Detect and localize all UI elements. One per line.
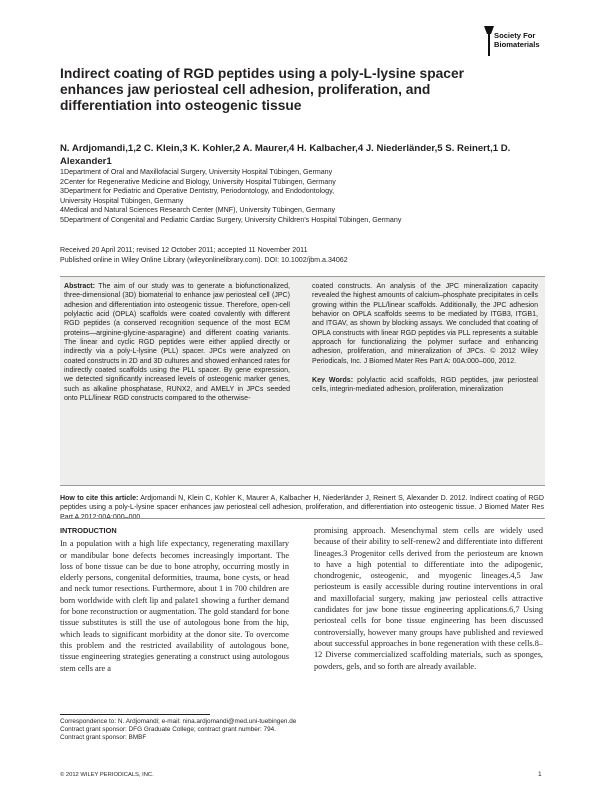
article-history: [60, 246, 540, 266]
keywords-label: Key Words:: [312, 377, 354, 385]
affiliation-4: 4Medical and Natural Sciences Research Center (MNF), University Tübingen, Germany: [60, 206, 336, 215]
affiliations: [60, 168, 540, 226]
page-number: 1: [538, 771, 542, 778]
affiliation-3-cont: University Hospital Tübingen, Germany: [60, 196, 184, 205]
keywords: [312, 376, 538, 395]
received-dates: Received 20 April 2011; revised 12 October 2011; accepted 11 November 2011: [60, 246, 308, 254]
abstract-text-left: The aim of our study was to generate a biofunctionalized, three-dimensional (3D) biomaterial to enhance jaw periosteal cell (JPC) adhesion and differentiation into osteogenic tissue. Therefore, open-cell polylactic acid (OPLA) scaffolds were coated covalently with different RGD peptides (a conserved recognition sequence of the most ECM proteins—arginine-glycine-asparagine) and different coating variants. The linear and cyclic RGD peptides were either applied directly or indirectly via a poly-L-lysine (PLL) spacer. JPCs were analyzed on coated constructs in 2D and 3D cultures and showed enhanced rates for indirectly coated scaffolds using the PLL spacer. By gene expression, we detected significantly increased levels of osteogenic marker genes, such as alkaline phosphatase, RUNX2, and AMELY in JPCs seeded onto PLL/linear RGD constructs compared to the otherwise-: [64, 283, 290, 403]
introduction-text-left: In a population with a high life expectancy, regenerating maxillary or mandibular bone defects becomes increasingly important. The loss of bone tissue can be due to bone atrophy, occurring mostly in elderly persons, congenital deformities, trauma, bone cysts, or head and neck tumor resections. Furthermore, about 1 in 700 children are born worldwide with cleft lip and palate1 showing a further demand for bone reconstruction or augmentation. The gold standard for bone tissue substitutes is still the use of autologous bone from the hip, which leads to significant morbidity at the donor site. To overcome this problem and the restricted availability of autologous bone, tissue engineering strategies generating a construct using autologous stem cells are a: [60, 539, 289, 673]
abstract-box: [60, 276, 545, 486]
grant-line-2: Contract grant sponsor: BMBF: [60, 734, 147, 742]
affiliation-3: 3Department for Pediatric and Operative Dentistry, Periodontology, and Endodontology,: [60, 187, 335, 196]
section-divider: [60, 518, 545, 519]
abstract-label: Abstract:: [64, 283, 95, 290]
introduction-heading: INTRODUCTION: [60, 526, 117, 535]
copyright-footer: © 2012 WILEY PERIODICALS, INC.: [60, 772, 154, 778]
how-to-cite-text: Ardjomandi N, Klein C, Kohler K, Maurer A, Kalbacher H, Niederländer J, Reinert S, Alexander D. 2012. Indirect coating of RGD peptides using a poly-L-lysine spacer enhances jaw periosteal cell adhesion, proliferation, and differentiation into osteogenic tissue. J Biomed Mater Res Part A 2012:00A:000–000.: [60, 495, 544, 521]
grant-line-1: Contract grant sponsor: DFG Graduate College; contract grant number: 794.: [60, 726, 276, 734]
body-right-column: [314, 525, 543, 672]
logo-text: [494, 32, 540, 49]
correspondence-footnote: [60, 718, 540, 743]
abstract-left-column: [64, 282, 290, 403]
affiliation-5: 5Department of Congenital and Pediatric Cardiac Surgery, University Children's Hospital Tübingen, Germany: [60, 215, 402, 224]
published-online: Published online in Wiley Online Library (wileyonlinelibrary.com). DOI: 10.1002/jbm.a.34062: [60, 255, 348, 264]
footnote-rule: [60, 714, 210, 715]
body-left-column: [60, 525, 289, 674]
society-logo: [482, 18, 582, 68]
affiliation-1: 1Department of Oral and Maxillofacial Surgery, University Hospital Tübingen, Germany: [60, 168, 333, 176]
logo-line-2: Biomaterials: [494, 39, 540, 49]
correspondence-line: Correspondence to: N. Ardjomandi; e-mail: nina.ardjomandi@med.uni-tuebingen.de: [60, 718, 297, 725]
introduction-text-right: promising approach. Mesenchymal stem cells are widely used because of their ability to self-renew2 and differentiate into different lineages.3 Progenitor cells derived from the periosteum are known to have a high potential to differentiate into the adipogenic, chondrogenic, osteogenic, and myogenic lineages.4,5 Jaw periosteum is easily accessible during routine interventions in oral and maxillofacial surgery, making jaw periosteal cells attractive candidates for jaw bone tissue engineering applications.6,7 Using periosteal cells for bone tissue engineering has been discussed controversially, however many groups have published and reviewed about successful approaches in bone regeneration with these cells.8–12 Diverse commercialized scaffolding materials, such as sponges, powders, gels, and so forth are already available.: [314, 526, 543, 671]
how-to-cite-label: How to cite this article:: [60, 495, 139, 502]
keywords-text: polylactic acid scaffolds, RGD peptides, jaw periosteal cells, integrin-mediated adhesion, proliferation, mineralization: [312, 377, 538, 394]
abstract-right-column: [312, 282, 538, 395]
logo-line-1: Society For: [494, 31, 536, 40]
author-list: N. Ardjomandi,1,2 C. Klein,3 K. Kohler,2 A. Maurer,4 H. Kalbacher,4 J. Niederländer,5 S. Reinert,1 D. Alexander1: [60, 143, 511, 167]
affiliation-2: 2Center for Regenerative Medicine and Biology, University Hospital Tübingen, Germany: [60, 177, 336, 186]
article-title: Indirect coating of RGD peptides using a poly-L-lysine spacer enhances jaw periosteal cell adhesion, proliferation, and differentiation into osteogenic tissue: [60, 66, 465, 113]
abstract-text-right: coated constructs. An analysis of the JPC mineralization capacity revealed the highest amounts of calcium–phosphate precipitates in cells growing within the PLL/linear scaffolds. Additionally, the JPC adhesion behavior on OPLA scaffolds seems to be mediated by ITGB3, ITGB1, and ITGAV, as shown by blocking assays. We concluded that coating of OPLA constructs with linear RGD peptides via PLL represents a suitable approach for functionalizing the polymer surface and enhancing adhesion, proliferation, and mineralization of JPCs. © 2012 Wiley Periodicals, Inc. J Biomed Mater Res Part A: 00A:000–000, 2012.: [312, 283, 538, 365]
